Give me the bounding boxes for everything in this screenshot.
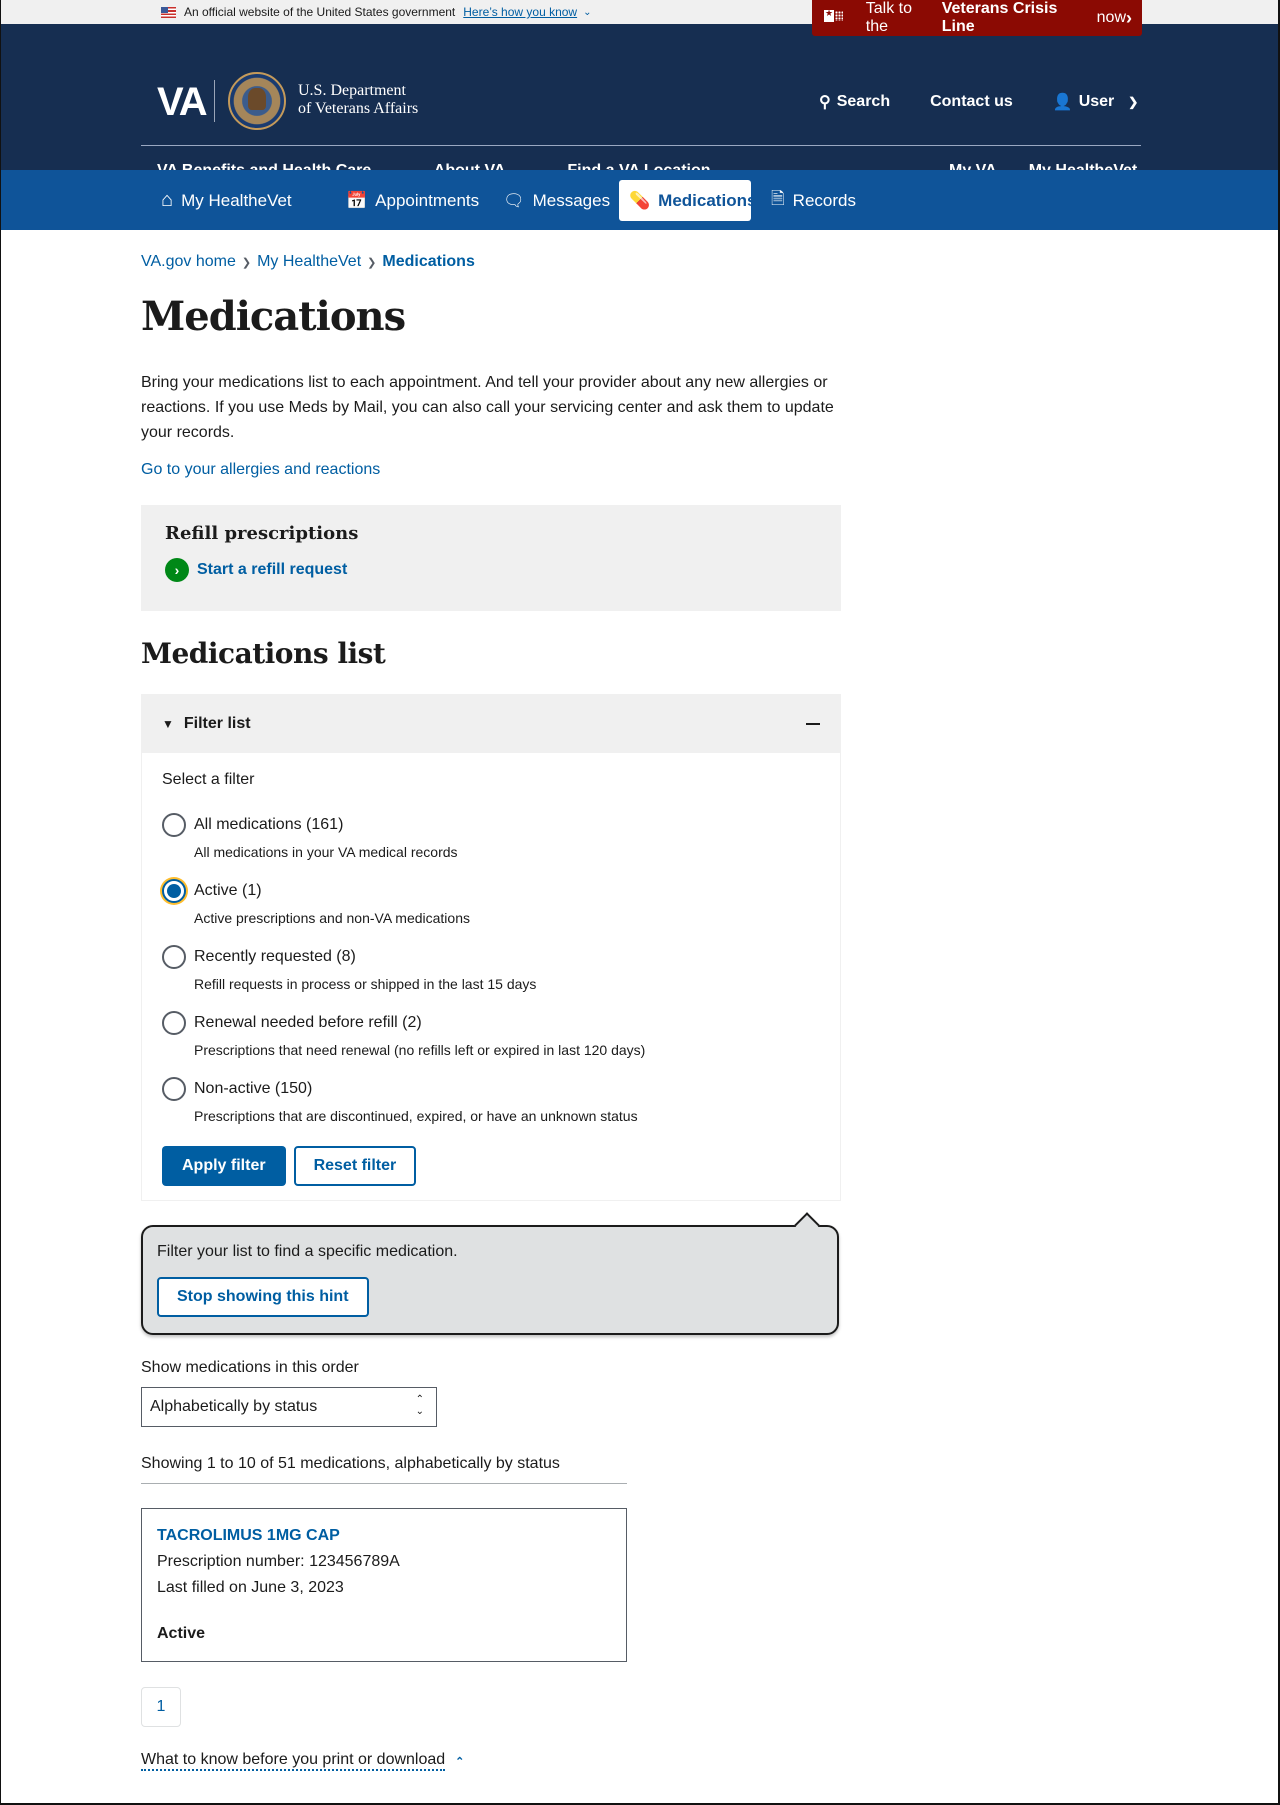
how-you-know-link[interactable]: Here’s how you know	[463, 5, 578, 19]
intro-text: Bring your medications list to each appointment. And tell your provider about any new allergies or reactions. If you use Meds by Mail, you can also call your servicing center and ask them to update your records.	[141, 374, 834, 441]
filter-accordion-header[interactable]	[142, 695, 840, 753]
filter-accordion	[141, 694, 841, 1201]
user-icon: 👤	[1052, 94, 1073, 111]
crisis-suffix: now	[1096, 9, 1127, 26]
option-label: Non-active (150)	[194, 1080, 313, 1097]
page-title: Medications	[141, 293, 406, 340]
refill-prescriptions-box	[141, 505, 841, 611]
mhv-nav-label: Records	[792, 190, 856, 210]
allergies-link[interactable]: Go to your allergies and reactions	[141, 461, 381, 478]
hint-text: Filter your list to find a specific medication.	[157, 1243, 458, 1260]
chevron-right-icon: ›	[1126, 7, 1133, 28]
breadcrumb-medications[interactable]: Medications	[382, 253, 475, 270]
radio-non-active[interactable]	[162, 1077, 186, 1101]
chevron-right-circle-icon: ›	[165, 558, 189, 582]
us-flag-icon	[161, 7, 176, 18]
mhv-secondary-nav	[1, 170, 1278, 230]
option-description: All medications in your VA medical records	[194, 844, 458, 860]
calendar-icon: 📅	[346, 190, 368, 210]
reset-filter-button[interactable]: Reset filter	[294, 1146, 417, 1186]
breadcrumb-separator-icon: ❯	[241, 256, 252, 269]
filter-buttons	[162, 1146, 820, 1186]
sort-label: Show medications in this order	[141, 1359, 359, 1376]
pagination-page-1[interactable]: 1	[141, 1687, 181, 1727]
dept-line-2: of Veterans Affairs	[298, 100, 419, 117]
chevron-up-icon: ⌃	[455, 1755, 465, 1768]
refill-heading: Refill prescriptions	[165, 523, 359, 544]
mhv-nav-medications[interactable]	[619, 180, 757, 221]
radio-all[interactable]	[162, 813, 186, 837]
va-seal-icon	[228, 72, 286, 130]
medication-card	[141, 1508, 627, 1662]
file-plus-icon: 🗎	[771, 189, 785, 208]
start-refill-link-text[interactable]: Start a refill request	[197, 561, 348, 578]
mhv-home-label: My HealtheVet	[181, 190, 292, 210]
search-button[interactable]	[819, 92, 890, 112]
chevron-down-icon: ❯	[1128, 95, 1139, 109]
filter-icon: ▼	[162, 717, 174, 731]
header-divider	[141, 145, 1141, 146]
site-header	[1, 24, 1278, 170]
user-label: User	[1078, 93, 1115, 110]
hint-pointer	[794, 1212, 819, 1237]
select-arrows-icon: ⌃ ⌄	[415, 1394, 424, 1417]
option-description: Prescriptions that need renewal (no refills left or expired in last 120 days)	[194, 1042, 646, 1058]
filter-option-active[interactable]	[162, 879, 820, 903]
home-icon: ⌂	[161, 189, 174, 211]
gov-banner-text: An official website of the United States government	[184, 5, 456, 19]
mhv-nav-appointments[interactable]	[336, 180, 489, 221]
prescription-number: Prescription number: 123456789A	[157, 1553, 400, 1570]
breadcrumb-my-healthevet[interactable]: My HealtheVet	[257, 253, 362, 270]
results-summary: Showing 1 to 10 of 51 medications, alphabetically by status	[141, 1455, 627, 1484]
radio-renewal-needed[interactable]	[162, 1011, 186, 1035]
messages-icon: 🗨	[503, 190, 525, 210]
filter-option-renewal-needed[interactable]	[162, 1011, 820, 1035]
mhv-nav-label: Medications	[658, 190, 757, 210]
mhv-nav-label: Messages	[532, 190, 611, 210]
filter-hint-callout	[141, 1225, 839, 1335]
filter-body	[142, 753, 840, 1200]
breadcrumb-va-home[interactable]: VA.gov home	[141, 253, 236, 270]
start-refill-action-link[interactable]	[165, 558, 817, 582]
breadcrumb-separator-icon: ❯	[367, 256, 377, 269]
breadcrumb	[141, 253, 841, 271]
last-filled-date: Last filled on June 3, 2023	[157, 1579, 344, 1596]
radio-recently-requested[interactable]	[162, 945, 186, 969]
medications-list-heading: Medications list	[141, 637, 386, 670]
medication-status: Active	[157, 1625, 206, 1642]
search-label: Search	[836, 93, 891, 110]
mhv-nav-messages[interactable]	[493, 180, 620, 221]
search-icon: ⚲	[819, 94, 831, 111]
stop-showing-hint-button[interactable]: Stop showing this hint	[157, 1277, 369, 1317]
option-label: All medications (161)	[194, 816, 344, 833]
user-menu-button[interactable]	[1053, 92, 1139, 112]
collapse-icon[interactable]	[806, 723, 820, 725]
filter-option-recently-requested[interactable]	[162, 945, 820, 969]
sort-selected-value: Alphabetically by status	[150, 1398, 318, 1415]
option-description: Prescriptions that are discontinued, expired, or have an unknown status	[194, 1108, 638, 1124]
crisis-prefix: Talk to the	[865, 0, 913, 35]
logo-divider	[214, 80, 215, 122]
main-content	[141, 253, 841, 1771]
option-label: Recently requested (8)	[194, 948, 356, 965]
option-label: Active (1)	[194, 882, 262, 899]
utility-nav	[819, 92, 1138, 112]
va-logo[interactable]: VA	[157, 80, 206, 124]
option-description: Active prescriptions and non-VA medications	[194, 910, 470, 926]
filter-option-all[interactable]	[162, 813, 820, 837]
veterans-crisis-line-button[interactable]	[812, 0, 1142, 36]
crisis-bold: Veterans Crisis Line	[941, 0, 1058, 35]
radio-active[interactable]	[162, 879, 186, 903]
mhv-nav-records[interactable]	[761, 180, 866, 221]
filter-option-non-active[interactable]	[162, 1077, 820, 1101]
option-description: Refill requests in process or shipped in the last 15 days	[194, 976, 537, 992]
option-label: Renewal needed before refill (2)	[194, 1014, 422, 1031]
medication-name-link[interactable]: TACROLIMUS 1MG CAP	[157, 1527, 340, 1544]
crisis-line-icon	[824, 10, 842, 26]
department-name[interactable]	[298, 82, 418, 118]
contact-us-link[interactable]: Contact us	[930, 93, 1013, 110]
sort-select[interactable]	[141, 1387, 437, 1427]
filter-legend: Select a filter	[162, 771, 255, 788]
chevron-down-icon[interactable]: ⌄	[583, 6, 592, 18]
mhv-nav-label: Appointments	[375, 190, 480, 210]
print-download-info-toggle[interactable]	[141, 1751, 464, 1771]
print-toggle-label: What to know before you print or download	[141, 1751, 445, 1771]
apply-filter-button[interactable]: Apply filter	[162, 1146, 286, 1186]
dept-line-1: U.S. Department	[298, 82, 406, 99]
pill-icon: 💊	[629, 190, 651, 210]
mhv-nav-home[interactable]	[151, 180, 302, 221]
filter-title: Filter list	[183, 715, 251, 732]
